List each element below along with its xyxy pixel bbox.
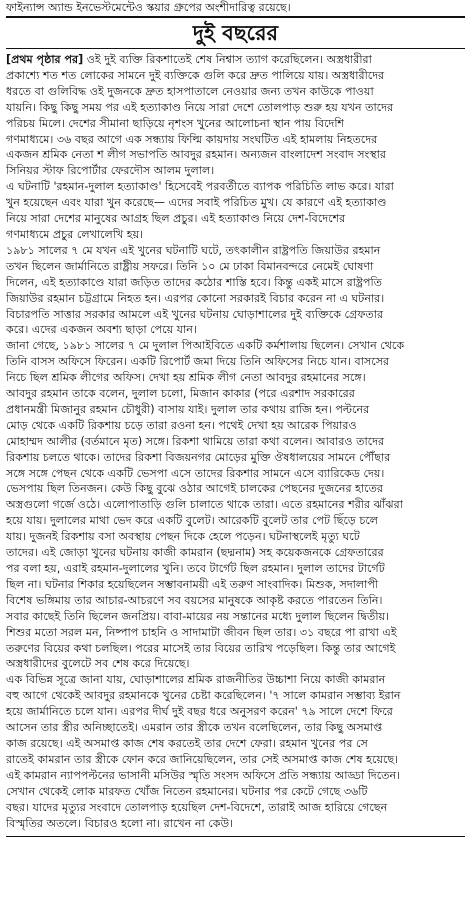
article-line: বহু আগে থেকেই আবদুর রহমানকে খুনের চেষ্টা করেছিলেন। '৭ সালে কামরান সম্ভাব্য ইরান — [6, 689, 401, 703]
article-line: সিনিয়র স্টাফ রিপোর্টার ফেরদৌস আলম দুলাল। — [6, 164, 215, 178]
article-paragraph — [6, 52, 465, 179]
article-paragraph — [6, 179, 465, 243]
article-line: পরিচয় মিলে। দেশের সীমানা ছাড়িয়ে নৃশংস খুনের আলোচনা স্থান পায় বিদেশি — [6, 116, 345, 130]
continued-from-label: [প্রথম পৃষ্ঠার পর] — [6, 53, 84, 66]
article-line: এক বিভিন্ন সূত্রে জানা যায়, ঘোড়াশালের শ্রমিক রাজনীতির উচ্চাশা নিয়ে কাজী কামরান — [6, 673, 386, 687]
article-line: নিয়ে সারা দেশের মানুষের আগ্রহ ছিল প্রচুর। এই হত্যাকাণ্ড নিয়ে দেশ-বিদেশের — [6, 212, 346, 226]
article-line: ধরতে বা গুলিবিদ্ধ ওই দুজনকে দ্রুত হাসপাতালে নেওয়ার জন্য তখন কাউকে পাওয়া — [6, 84, 374, 98]
article-line: জিয়াউর রহমান চট্টগ্রামে নিহত হন। এরপর কোনো সরকারই বিচার করেন না এ ঘটনার। — [6, 291, 385, 305]
article-line: সঙ্গে সঙ্গে পেছন থেকে একটি ভেসপা এসে তাদের রিকশার সামনে এসে ব্যারিকেড দেয়। — [6, 466, 385, 480]
article-line: হয়ে জার্মানিতে চলে যান। এরপর দীর্ঘ দুই বছর ধরে অনুসরণ করেন' ৭৯ সালে দেশে ফিরে — [6, 705, 393, 719]
article-line: বিচারপতি সাত্তার সরকার আমলে এই খুনের ঘটনায় ঘোড়াশালের দুই ব্যক্তিকে গ্রেফতার — [6, 307, 384, 321]
article-line — [6, 52, 465, 68]
article-line: এ ঘটনাটি 'রহমান-দুলাল হত্যাকাণ্ড' হিসেবেই পরবর্তীতে ব্যাপক পরিচিতি লাভ করে। যারা — [6, 180, 394, 194]
article-line: এই কামরান ন্যাপপল্টনের ভাসানী মসিউর স্মৃতি সংসদ অফিসে প্রতি সন্ধ্যায় আড্ডা দিতেন। — [6, 768, 401, 782]
article-line: প্রধানমন্ত্রী মিজানুর রহমান চৌধুরী) বাসায় যাই। দুলাল তার কথায় রাজি হন। পল্টনের — [6, 402, 370, 416]
bottom-rule — [6, 836, 465, 837]
article-paragraph — [6, 338, 465, 672]
article-line: তিনি বাসস অফিসে ফিরেন। একটি রিপোর্ট জমা দিয়ে তিনি অফিসের নিচে যান। বাসসের — [6, 355, 390, 369]
article-line: গণমাধ্যমে প্রচুর লেখালেখি হয়। — [6, 227, 144, 241]
article-line: হয়ে যায়। দুলালের মাথা ভেদ করে একটি বুলেট। আরেকটি বুলেট তার পেট ছিঁড়ে চলে — [6, 514, 379, 528]
article-line: যায়। দুজনই রিকশায় বসা অবস্থায় পেছন দিকে হেলে পড়েন। ঘটনাস্থলেই মৃত্যু ঘটে — [6, 530, 360, 544]
article-line: রাতেই কামরান তার স্ত্রীকে ফোন করে জানিয়েছিলেন, তার সেই অসমাপ্ত কাজ শেষ হয়েছে। — [6, 752, 399, 766]
article-line: তাদের। এই জোড়া খুনের ঘটনায় কাজী কামরান (ছদ্মনাম) সহ কয়েকজনকে গ্রেফতারের — [6, 546, 384, 560]
article-line: সেখান থেকেই লোক মারফত খোঁজ নিতেন রহমানের। ঘটনার পর কেটে গেছে ৩৬টি — [6, 784, 368, 798]
article-line: একজন শ্রমিক নেতা শ লীগ সভাপতি আবদুর রহমান। অন্যজন বাংলাদেশ সংবাদ সংস্থার — [6, 148, 386, 162]
article-line: খুন হয়েছেন এবং যারা খুন করেছে— এদের সবাই পরিচিত মুখ। যে কারণে এই হত্যাকাণ্ড — [6, 196, 387, 210]
article-line: ছিল না। ঘটনার শিকার হয়েছিলেন সম্ভাবনাময়ী এই তরুণ সাংবাদিক। মিশুক, সদালাপী — [6, 577, 379, 591]
article-line: কাজ রয়েছে। এই অসমাপ্ত কাজ শেষ করতেই তার দেশে ফেরা। রহমান খুনের পর সে — [6, 736, 368, 750]
top-rule — [6, 16, 465, 18]
article-paragraph — [6, 243, 465, 338]
article-line: গণমাধ্যমে। ৩৬ বছর আগে এক সন্ধ্যায় ফিল্মি কায়দায় সংঘটিত এই হামলায় নিহতদের — [6, 132, 378, 146]
article-line: বছর। যাদের মৃত্যুর সংবাদে তোলপাড় হয়েছিল দেশ-বিদেশে, তারাই আজ হারিয়ে গেছেন — [6, 800, 388, 814]
previous-article-tail: ফাইন্যান্স অ্যান্ড ইনভেস্টমেন্টেও স্কয়ার গ্রুপের অংশীদারিত্ব রয়েছে। — [6, 1, 291, 14]
article-line: নিচে ছিল শ্রমিক লীগের অফিস। দেখা হয় শ্রমিক লীগ নেতা আবদুর রহমানের সঙ্গে। — [6, 371, 366, 385]
article-line: বিশেষ ভঙ্গিমায় তার আচার-আচরণে সব বয়সের মানুষকে আকৃষ্ট করতে পারতেন তিনি। — [6, 593, 383, 607]
article-line: করে। এদের একজন অবশ্য ছাড়া পেয়ে যান। — [6, 323, 197, 337]
article-line: মোড় থেকে একটি রিকশায় চড়ে তারা রওনা হন। পথেই দেখা হয় আরেক পিয়ারও — [6, 418, 357, 432]
article-line: ভেসপায় ছিল তিনজন। কেউ কিছু বুঝে ওঠার আগেই চালকের পেছনের দুজনের হাতের — [6, 482, 383, 496]
article-body — [6, 52, 465, 831]
article-line: অস্ত্রধারীদের বুলেটে সব শেষ করে দিয়েছে। — [6, 657, 190, 671]
article-line: বিস্মৃতির অতলে। বিচারও হলো না। রাখেন না কেউ। — [6, 816, 234, 830]
article-line: জানা গেছে, ১৯৮১ সালের ৭ মে দুলাল পিআইবিতে একটি কর্মশালায় ছিলেন। সেখান থেকে — [6, 339, 405, 353]
headline-rule — [6, 48, 465, 49]
article-line: পর বলা হয়, এরাই রহমান-দুলালের খুনি। তবে টার্গেট ছিল রহমান। দুলাল তাদের টার্গেট — [6, 562, 385, 575]
article-paragraph — [6, 672, 465, 831]
article-line: তরুণের বিয়ের কথা চলছিল। পরের মাসেই তার বিয়ের তারিখ পড়েছিল। কিন্তু তার আগেই — [6, 641, 396, 655]
article-line: শিশুর মতো সরল মন, নিষ্পাপ চাহনি ও সাদামাটা জীবন ছিল তার। ৩১ বছরে পা রাখা এই — [6, 625, 397, 639]
article-line: যায়নি। কিছু কিছু সময় পর এই হত্যাকাণ্ড নিয়ে সারা দেশে তোলপাড় শুরু হয় যখন তাদের — [6, 100, 394, 114]
article-line: আসেন তার স্ত্রীর অনিচ্ছাতেই। এমরান তার স্ত্রীকে তখন বলেছিলেন, তার কিছু অসমাপ্ত — [6, 721, 383, 735]
article-line: দিলেন, এই হত্যাকাণ্ডে যারা জড়িত তাদের কঠোর শাস্তি হবে। কিন্তু একই মাসে রাষ্ট্রপতি — [6, 275, 382, 289]
article-line: আবদুর রহমান তাকে বলেন, দুলাল চলো, মিজান কাকার (পরে এরশাদ সরকারের — [6, 387, 355, 401]
article-line: ১৯৮১ সালের ৭ মে যখন এই খুনের ঘটনাটি ঘটে, তৎকালীন রাষ্ট্রপতি জিয়াউর রহমান — [6, 243, 381, 257]
article-line-text: ওই দুই ব্যক্তি রিকশাতেই শেষ নিশ্বাস ত্যাগ করেছিলেন। অস্ত্রধারীরা — [83, 53, 372, 66]
article-line: অস্ত্রগুলো গর্জে ওঠে। এলোপাতাড়ি গুলি চালাতে থাকে তারা। এতে রহমানের শরীর ঝাঁঝরা — [6, 498, 403, 512]
article-line: তখন ছিলেন জার্মানিতে রাষ্ট্রীয় সফরে। তিনি ১০ মে ঢাকা বিমানবন্দরে নেমেই ঘোষণা — [6, 259, 374, 273]
article-line: রিকশায় চলতে থাকে। তাদের রিকশা বিজয়নগর মোড়ের মুক্তি ঔষধালয়ের সামনে পৌঁছার — [6, 450, 391, 464]
article-line: সবার কাছেই তিনি ছিলেন জনপ্রিয়। বাবা-মায়ের নয় সন্তানের মধ্যে দুলাল ছিলেন দ্বিতীয়। — [6, 609, 390, 623]
article-headline: দুই বছরের — [192, 20, 279, 45]
article-line: মোহাম্মদ আলীর (বর্তমানে মৃত) সঙ্গে। রিকশা থামিয়ে তারা কথা বলেন। আবারও তাদের — [6, 434, 385, 448]
article-line: প্রকাশ্যে শত শত লোকের সামনে দুই ব্যক্তিকে গুলি করে দ্রুত পালিয়ে যায়। অস্ত্রধারীদের — [6, 68, 385, 82]
